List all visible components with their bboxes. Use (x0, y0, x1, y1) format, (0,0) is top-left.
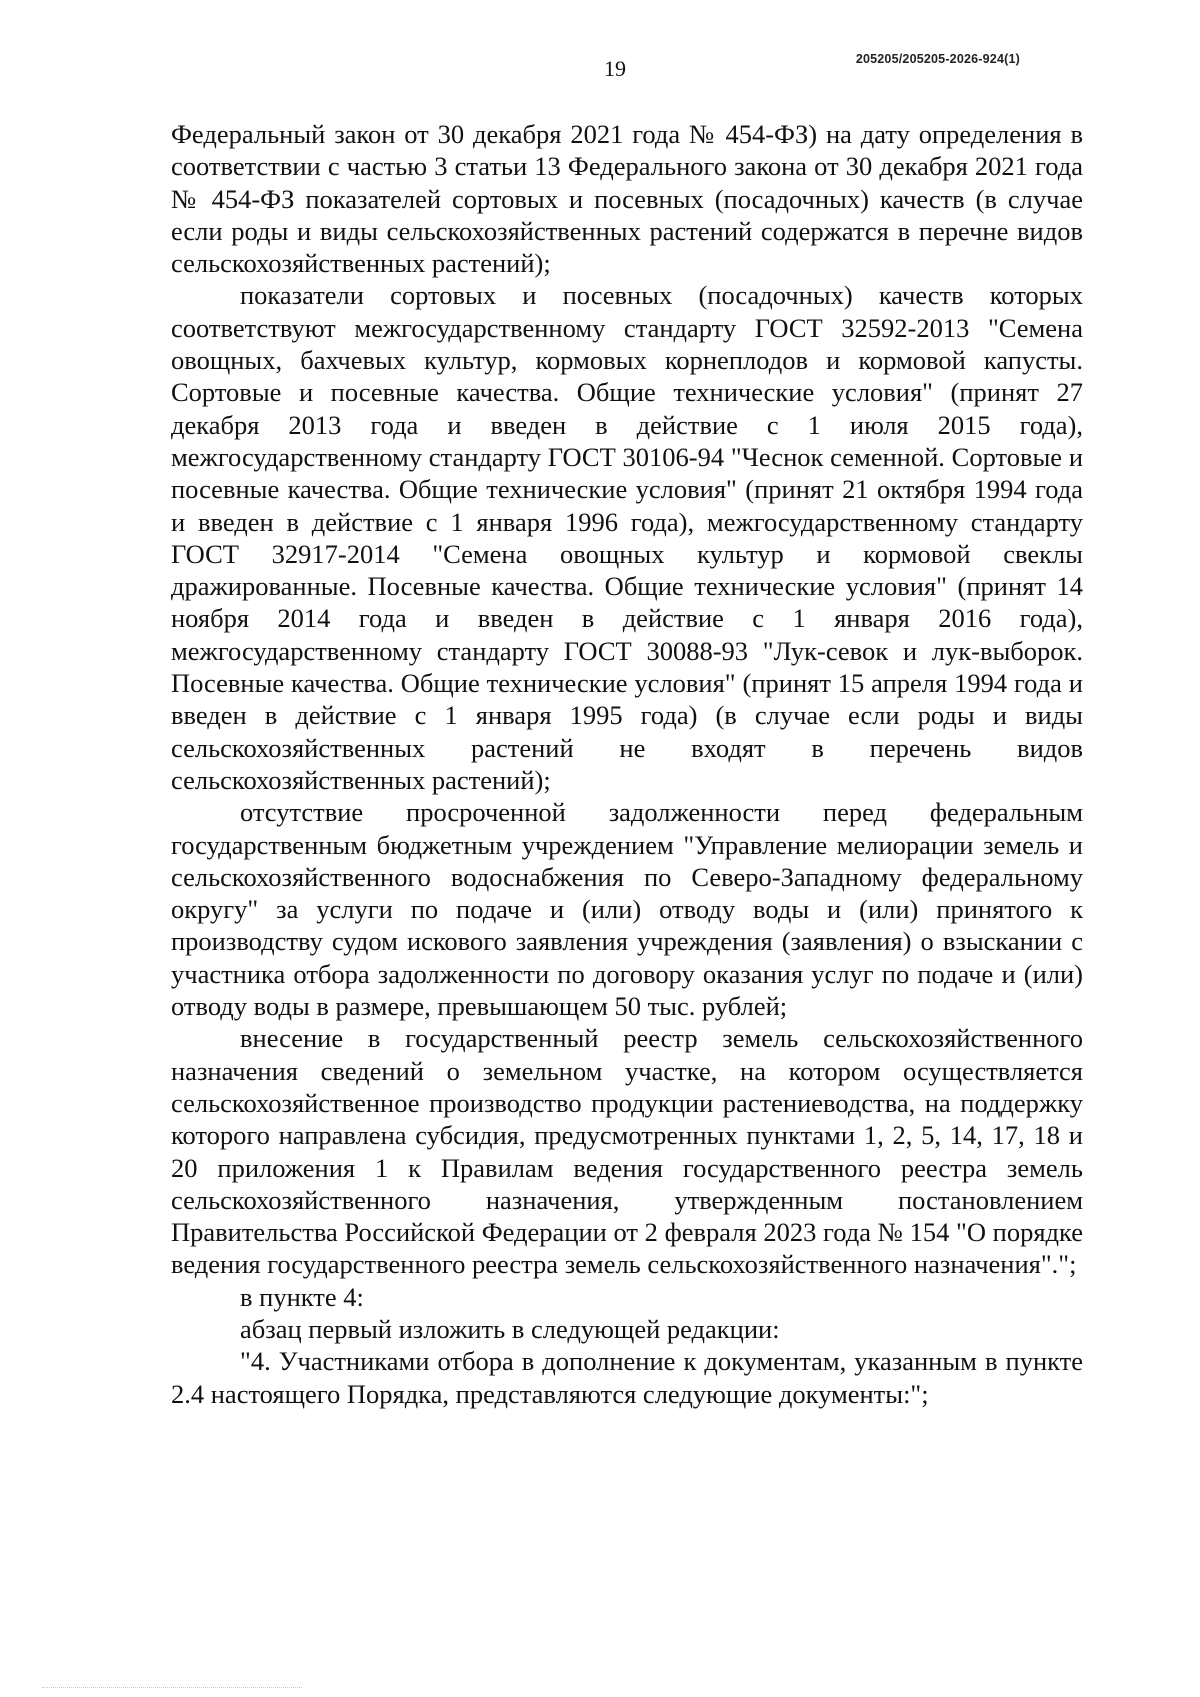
paragraph-no-debt: отсутствие просроченной задолженности перед федеральным государственным бюджетным учреждением "Управление мелиорации земель и сельскохозяйственного водоснабжения по Северо-Западному федеральному округу" за услуги по подаче и (или) отводу воды и (или) принятого к производству судом искового заявления учреждения (заявления) о взыскании с участника отбора задолженности по договору оказания услуг по подаче и (или) отводу воды в размере, превышающем 50 тыс. рублей; (171, 797, 1083, 1022)
paragraph-land-registry: внесение в государственный реестр земель сельскохозяйственного назначения сведений о земельном участке, на котором осуществляется сельскохозяйственное производство продукции растениеводства, на поддержку которого направлена субсидия, предусмотренных пунктами 1, 2, 5, 14, 17, 18 и 20 приложения 1 к Правилам ведения государственного реестра земель сельскохозяйственного назначения, утвержденным постановлением Правительства Российской Федерации от 2 февраля 2023 года № 154 "О порядке ведения государственного реестра земель сельскохозяйственного назначения"."; (171, 1023, 1083, 1280)
paragraph-continuation: Федеральный закон от 30 декабря 2021 года № 454-ФЗ) на дату определения в соответствии с частью 3 статьи 13 Федерального закона от 30 декабря 2021 года № 454-ФЗ показателей сортовых и посевных (посадочных) качеств (в случае если роды и виды сельскохозяйственных растений содержатся в перечне видов сельскохозяйственных растений); (171, 119, 1083, 279)
paragraph-amendment-note: абзац первый изложить в следующей редакции: (240, 1313, 780, 1344)
paragraph-item-4-heading: в пункте 4: (240, 1281, 364, 1312)
paragraph-gost-standards: показатели сортовых и посевных (посадочных) качеств которых соответствуют межгосударственному стандарту ГОСТ 32592-2013 "Семена овощных, бахчевых культур, кормовых корнеплодов и кормовой капусты. Сортовые и посевные качества. Общие технические условия" (принят 27 декабря 2013 года и введен в действие с 1 июля 2015 года), межгосударственному стандарту ГОСТ 30106-94 "Чеснок семенной. Сортовые и посевные качества. Общие технические условия" (принят 21 октября 1994 года и введен в действие с 1 января 1996 года), межгосударственному стандарту ГОСТ 32917-2014 "Семена овощных культур и кормовой свеклы дражированные. Посевные качества. Общие технические условия" (принят 14 ноября 2014 года и введен в действие с 1 января 2016 года), межгосударственному стандарту ГОСТ 30088-93 "Лук-севок и лук-выборок. Посевные качества. Общие технические условия" (принят 15 апреля 1994 года и введен в действие с 1 января 1995 года) (в случае если роды и виды сельскохозяйственных растений не входят в перечень видов сельскохозяйственных растений); (171, 280, 1083, 795)
page-number: 19 (604, 56, 626, 81)
document-body (171, 118, 1083, 1410)
document-id: 205205/205205-2026-924(1) (855, 52, 1020, 66)
scan-artifact (42, 1687, 302, 1690)
paragraph-item-4-text: "4. Участниками отбора в дополнение к документам, указанным в пункте 2.4 настоящего Порядка, представляются следующие документы:"; (171, 1346, 1083, 1409)
